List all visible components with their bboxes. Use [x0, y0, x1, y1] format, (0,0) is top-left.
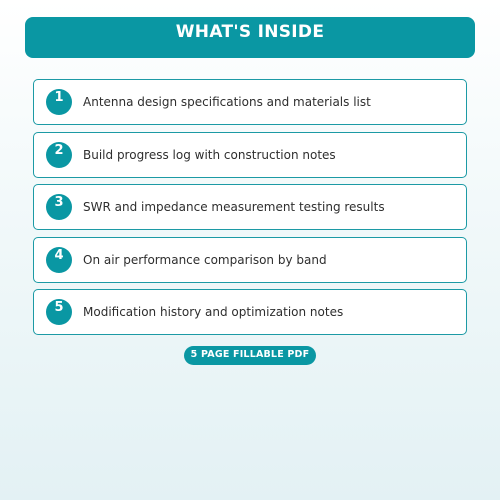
list-item: [33, 237, 467, 283]
number-badge: 2: [46, 142, 72, 168]
number-badge: 5: [46, 299, 72, 325]
list-item: [33, 132, 467, 178]
list-item: [33, 289, 467, 335]
number-badge: 4: [46, 247, 72, 273]
list-item-label: Modification history and optimization notes: [83, 305, 344, 319]
number-badge: 1: [46, 89, 72, 115]
list-item-label: Build progress log with construction notes: [83, 147, 336, 162]
list-item: [33, 184, 467, 230]
list-item-label: On air performance comparison by band: [83, 252, 327, 267]
header-banner: [25, 17, 475, 58]
number-badge: 3: [46, 194, 72, 220]
list-item: [33, 79, 467, 125]
format-badge: 5 PAGE FILLABLE PDF: [184, 346, 316, 365]
contents-list: [33, 79, 467, 342]
list-item-label: Antenna design specifications and materials list: [83, 95, 371, 109]
list-item-label: SWR and impedance measurement testing results: [83, 200, 385, 214]
page-title: WHAT'S INSIDE: [175, 22, 325, 42]
